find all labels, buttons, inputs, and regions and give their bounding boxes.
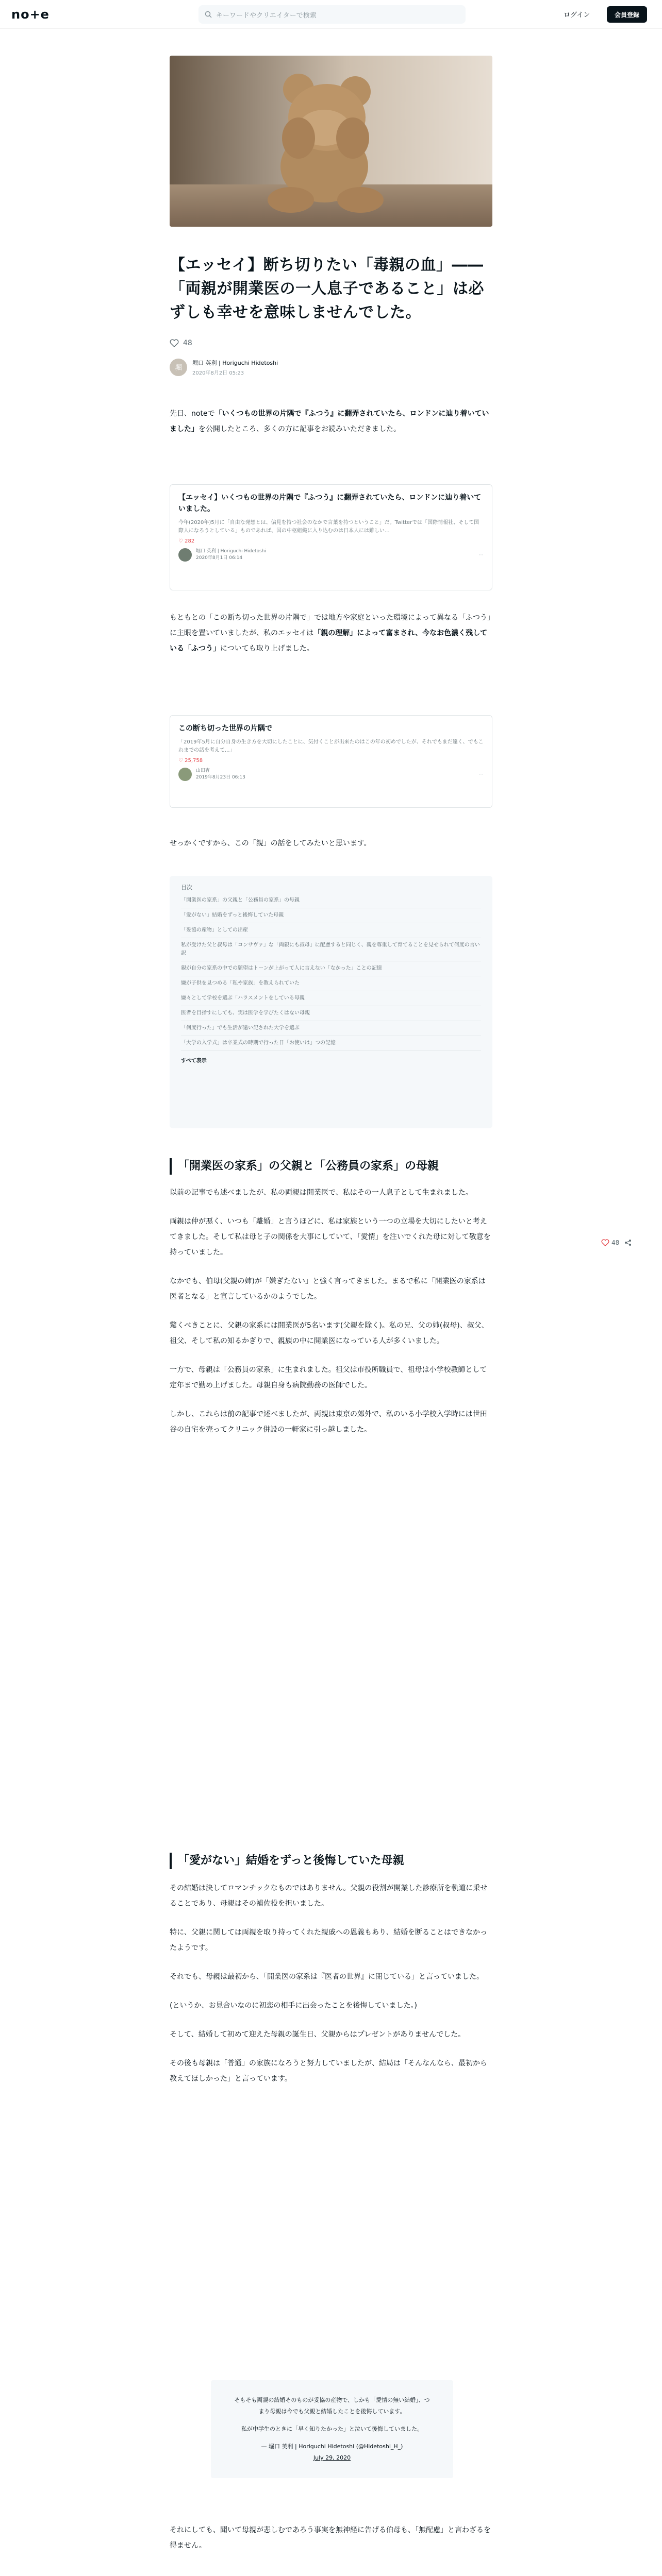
author-block[interactable]: [170, 359, 492, 376]
floating-like-bar: [601, 1239, 632, 1246]
body-paragraph: その結婚は決してロマンチックなものではありません。父親の役割が開業した診療所を軌道に乗せることであり、母親はその補佐役を担いました。: [170, 1884, 488, 1908]
paragraph-3: [170, 836, 492, 851]
embed-likes: ♡ 25,758: [178, 758, 203, 764]
paragraph-after-quote: [170, 2522, 492, 2553]
table-of-contents: [170, 876, 492, 1128]
body-paragraph: 以前の記事でも述べましたが、私の両親は開業医で、私はその一人息子として生まれました。: [170, 1189, 473, 1197]
section-1: [170, 1158, 492, 1175]
body-paragraph: なかでも、伯母(父親の姉)が「嫌ぎたない」と強く言ってきました。まるで私に「開業医の家系は医者となる」と宣言しているかのようでした。: [170, 1277, 486, 1301]
tweet-line: 私が中学生のときに「早く知りたかった」と泣いて後悔していました。: [241, 2426, 423, 2432]
share-icon[interactable]: [624, 1239, 632, 1246]
embed-date: 2019年8月23日 06:13: [196, 775, 245, 780]
body-paragraph: 両親は仲が悪く、いつも「離婚」と言うほどに、私は家族という一つの立場を大切にしたいと考えてきました。そして私は母と子の関係を大事にしていて、「愛情」を注いでくれた母に対して敬意を持っていました。: [170, 1217, 491, 1257]
toc-item[interactable]: 「愛がない」結婚をずっと後悔していた母親: [181, 908, 481, 923]
body-paragraph: それでも、母親は最初から、「開業医の家系は『医者の世界』に閉じている」と言っていました。: [170, 1973, 484, 1981]
toc-item[interactable]: 「開業医の家系」の父親と「公務員の家系」の母親: [181, 893, 481, 908]
more-icon[interactable]: ⋯: [478, 552, 484, 558]
embed-description: 「2019年5月に自分自身の生き方を大切にしたことに、気付くことが出来たのはこの年の初めでしたが、それでもまだ遠く、でもこれまでの話を考えて...」: [178, 739, 484, 753]
avatar[interactable]: 堀: [170, 359, 187, 376]
section-heading: 「開業医の家系」の父親と「公務員の家系」の母親: [170, 1158, 492, 1175]
embedded-note-card[interactable]: [170, 484, 492, 590]
body-paragraph: その後も母親は「普通」の家族になろうと努力していましたが、結局は「そんなんなら、最初から教えてほしかった」と言っています。: [170, 2059, 487, 2083]
embed-date: 2020年8月1日 06:14: [196, 555, 243, 561]
intro-text: 先日、noteで: [170, 410, 215, 418]
toc-item[interactable]: 親が自分の家系の中での願望はトーンが上がって人に言えない「なかった」ことの記憶: [181, 961, 481, 976]
author-name[interactable]: 堀口 英利 | Horiguchi Hidetoshi: [192, 360, 278, 366]
para3-text: せっかくですから、この「親」の話をしてみたいと思います。: [170, 839, 371, 848]
search-icon: [205, 11, 212, 18]
toc-item[interactable]: 「何度行った」でも生活が遠い記された大学を選ぶ: [181, 1021, 481, 1036]
paragraph-2: [170, 610, 492, 656]
like-row: [170, 339, 492, 347]
intro-bold: 「いくつもの世界の片隅で『ふつう』に翻弄されていたら、ロンドンに辿り着いていました」: [170, 410, 489, 433]
toc-item[interactable]: 医者を目指すにしても、実は医学を学びたくはない母親: [181, 1006, 481, 1021]
section-1-body: [170, 1185, 492, 1437]
para2-text-end: についても取り上げました。: [220, 645, 314, 653]
embed-description: 今年(2020年)5月に「自由な発想とは、偏見を持つ社会のなかで言葉を持つということ」だ。Twitterでは「国際情報社、そして国際人になろうとしている」ものであれば、国の中枢組織に入り込むのは日本人には難しい...: [178, 520, 479, 534]
hero-image: [170, 56, 492, 227]
section-2-body: [170, 1880, 492, 2087]
floating-like-count: 48: [611, 1239, 620, 1246]
tweet-date-link[interactable]: July 29, 2020: [313, 2454, 351, 2461]
body-paragraph: 一方で、母親は「公務員の家系」に生まれました。祖父は市役所職員で、祖母は小学校教師として定年まで勤め上げました。母親自身も病院勤務の医師でした。: [170, 1366, 487, 1389]
embed-likes: ♡ 282: [178, 538, 195, 544]
heart-icon[interactable]: [170, 339, 179, 347]
embedded-tweet[interactable]: [211, 2380, 453, 2478]
more-icon[interactable]: ⋯: [478, 772, 484, 777]
embed-title: 【エッセイ】いくつもの世界の片隅で『ふつう』に翻弄されていたら、ロンドンに辿り着いていました。: [178, 494, 482, 513]
tweet-author[interactable]: — 堀口 英利 | Horiguchi Hidetoshi (@Hidetoshi_H_): [261, 2443, 403, 2450]
embed-title: この断ち切った世界の片隅で: [178, 724, 272, 733]
intro-text-end: を公開したところ、多くの方に記事をお読みいただきました。: [198, 425, 401, 433]
body-paragraph: (というか、お見合いなのに初恋の相手に出会ったことを後悔していました。): [170, 2002, 417, 2010]
toc-item[interactable]: 「妥協の産物」としての出産: [181, 923, 481, 938]
search-input[interactable]: [198, 5, 466, 24]
embedded-note-card-2[interactable]: [170, 715, 492, 808]
body-paragraph: しかし、これらは前の記事で述べましたが、両親は東京の郊外で、私のいる小学校入学時には世田谷の自宅を売ってクリニック併設の一軒家に引っ越しました。: [170, 1410, 487, 1434]
body-paragraph: そして、結婚して初めて迎えた母親の誕生日、父親からはプレゼントがありませんでした。: [170, 2030, 466, 2039]
toc-heading: 目次: [181, 884, 192, 891]
section-2: [170, 1853, 492, 1869]
tweet-line: そもそも両親の結婚そのものが妥協の産物で、しかも「愛情の無い結婚」、つまり母親は今でも父親と結婚したことを後悔しています。: [234, 2397, 430, 2415]
signup-button[interactable]: 会員登録: [607, 6, 647, 23]
para2-bold: 「親の理解」によって富まされ、今なお色濃く残している「ふつう」: [170, 629, 488, 653]
article-header: [170, 253, 492, 325]
toc-item[interactable]: 「大学の入学式」は卒業式の時期で行った日「お使いは」つの記憶: [181, 1036, 481, 1051]
article-title: 【エッセイ】断ち切りたい「毒親の血」――「両親が開業医の一人息子であること」は必ずしも幸せを意味しませんでした。: [170, 256, 484, 321]
embed-author: 堀口 英利 | Horiguchi Hidetoshi: [196, 549, 266, 554]
section-heading: 「愛がない」結婚をずっと後悔していた母親: [170, 1853, 492, 1869]
toc-item[interactable]: 嫌が子供を見つめる「私や家族」を教えられていた: [181, 976, 481, 991]
body-paragraph: 驚くべきことに、父親の家系には開業医が5名います(父親を除く)。私の兄、父の姉(叔母)、叔父、祖父、そして私の知るかぎりで、親族の中に開業医になっている人が多くいました。: [170, 1321, 489, 1345]
search-placeholder: キーワードやクリエイターで検索: [216, 11, 317, 20]
embed-author: 山田杏: [196, 768, 210, 773]
like-count: 48: [183, 339, 192, 347]
body-paragraph: 特に、父親に関しては両親を取り持ってくれた親戚への恩義もあり、結婚を断ることはできなかったようです。: [170, 1928, 487, 1952]
embed-avatar: [178, 768, 192, 781]
heart-icon[interactable]: [601, 1239, 609, 1246]
intro-paragraph: [170, 406, 492, 437]
note-logo[interactable]: no+e: [11, 7, 49, 22]
embed-avatar: [178, 548, 192, 562]
login-link[interactable]: ログイン: [564, 11, 590, 19]
toc-item[interactable]: 嫌々として学校を選ぶ「ハラスメントをしている母親: [181, 991, 481, 1006]
body-paragraph: それにしても、聞いて母親が悲しむであろう事実を無神経に告げる伯母も、「無配慮」と言わざるを得ません。: [170, 2526, 491, 2550]
para2-text: もともとの「この断ち切った世界の片隅で」では地方や家庭といった環境によって異なる「ふつう」に主眼を置いていましたが、私のエッセイは: [170, 614, 491, 637]
site-header: [0, 0, 662, 29]
publish-date: 2020年8月2日 05:23: [192, 370, 244, 376]
toc-item[interactable]: 私が受けた父と叔母は「コンサヴァ」な「両親にも叔母」に配慮すると同じく、親を尊重して育てることを見せられて何度の言い訳: [181, 938, 481, 961]
toc-show-all-button[interactable]: すべて表示: [181, 1058, 207, 1064]
